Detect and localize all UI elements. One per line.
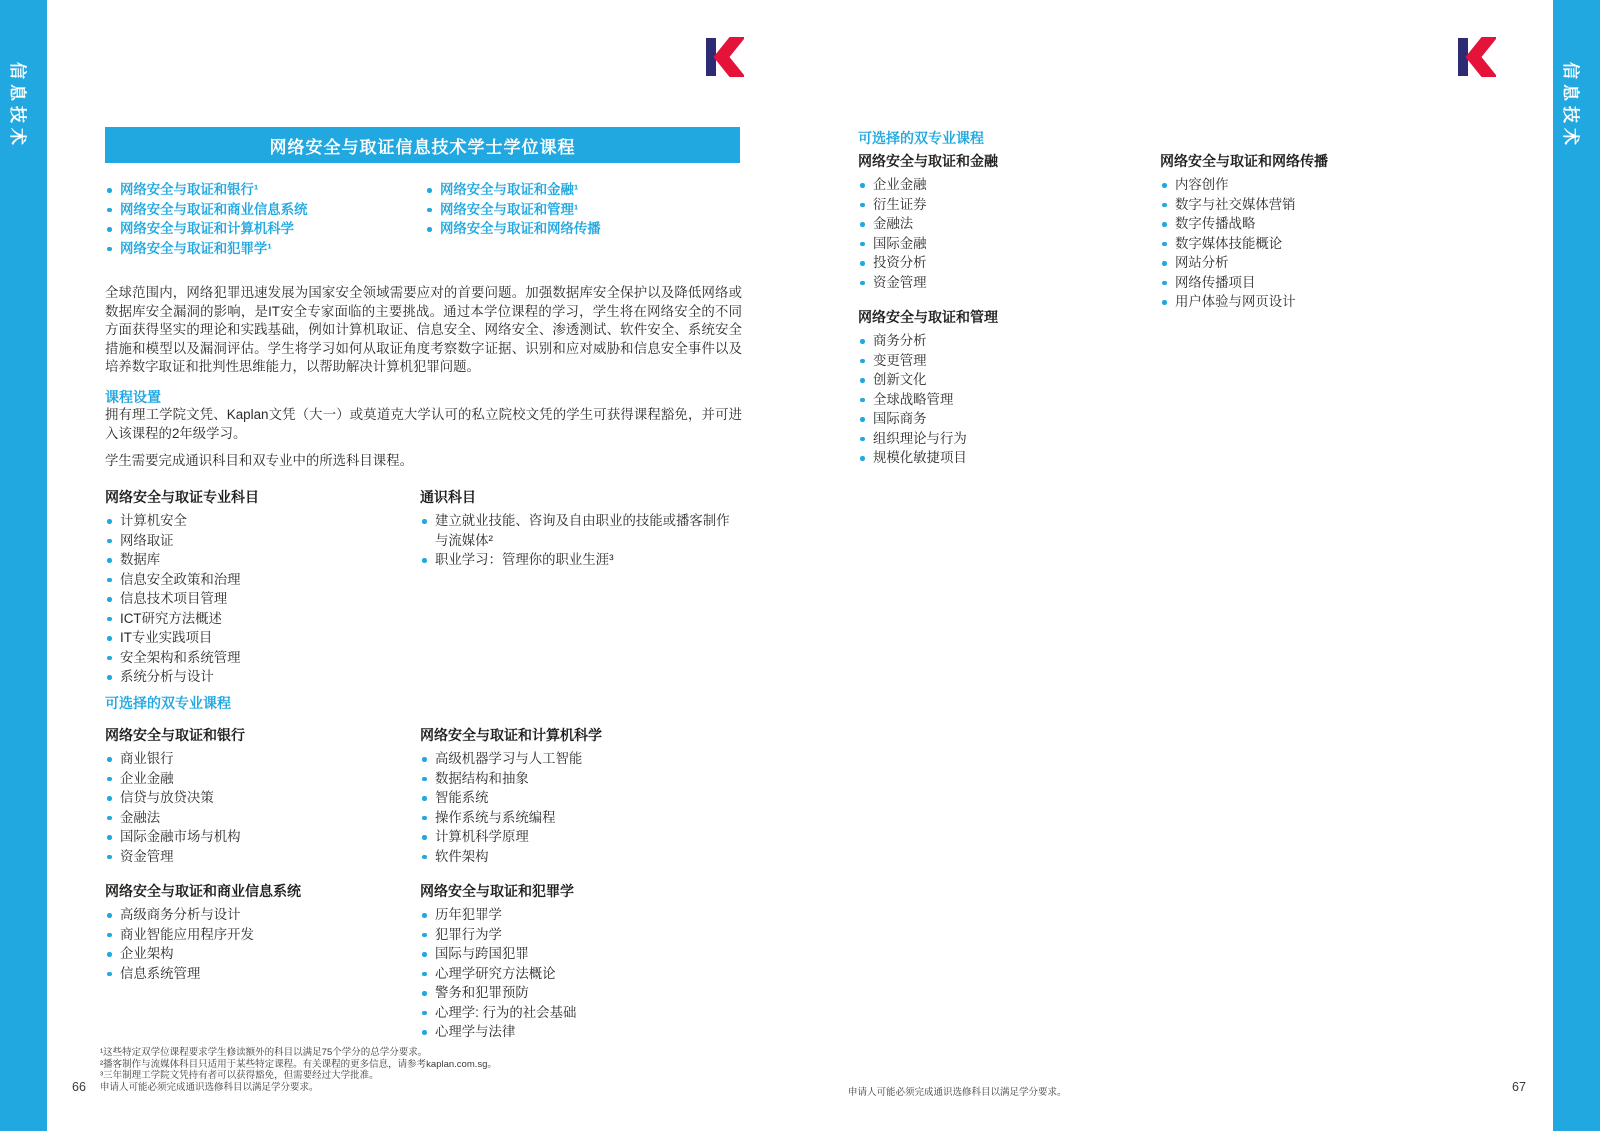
course-item: 国际商务 — [858, 409, 1148, 429]
course-item: 数据库 — [105, 550, 405, 570]
group-general-subjects — [420, 488, 742, 570]
course-item: 全球战略管理 — [858, 390, 1148, 410]
course-item: 企业金融 — [105, 769, 405, 789]
page-title-banner — [105, 127, 740, 163]
degree-option-link[interactable]: 网络安全与取证和网络传播 — [425, 219, 740, 239]
course-item: 历年犯罪学 — [420, 905, 742, 925]
course-item: 信息安全政策和治理 — [105, 570, 405, 590]
requirement-note: 学生需要完成通识科目和双专业中的所选科目课程。 — [105, 453, 413, 468]
course-item: 计算机安全 — [105, 511, 405, 531]
electives-label-left: 可选择的双专业课程 — [105, 695, 231, 711]
course-list — [858, 331, 1148, 468]
course-item: 衍生证券 — [858, 195, 1148, 215]
group-criminology — [420, 882, 742, 1042]
footnotes — [100, 1047, 497, 1093]
intro-paragraph: 全球范围内，网络犯罪迅速发展为国家安全领域需要应对的首要问题。加强数据库安全保护以及降低网络或数据库安全漏洞的影响，是IT安全专家面临的主要挑战。通过本学位课程的学习，学生将在网络安全的不同方面获得坚实的理论和实践基础，例如计算机取证、信息安全、网络安全、渗透测试、软件安全、系统安全措施和模型以及漏洞评估。学生将学习如何从取证角度考察数字证据、识别和应对威胁和信息安全事件以及培养数字取证和批判性思维能力，以帮助解决计算机犯罪问题。 — [105, 285, 742, 374]
course-group-heading: 网络安全与取证和管理 — [858, 309, 998, 325]
course-item: 规模化敏捷项目 — [858, 448, 1148, 468]
course-item: 网络取证 — [105, 531, 405, 551]
course-item: 信息系统管理 — [105, 964, 405, 984]
course-item: 心理学研究方法概论 — [420, 964, 742, 984]
course-item: 商务分析 — [858, 331, 1148, 351]
course-item: 信息技术项目管理 — [105, 589, 405, 609]
course-item: 计算机科学原理 — [420, 827, 742, 847]
course-item: 数据结构和抽象 — [420, 769, 742, 789]
footnote-line: ²播客制作与流媒体科目只适用于某些特定课程。有关课程的更多信息，请参考kaplan.com.sg。 — [100, 1058, 497, 1070]
footnote-line: 申请人可能必须完成通识选修科目以满足学分要求。 — [100, 1081, 319, 1093]
course-item: 心理学与法律 — [420, 1022, 742, 1042]
course-item: 网络传播项目 — [1160, 273, 1450, 293]
course-group-heading: 网络安全与取证和犯罪学 — [420, 883, 574, 899]
course-group-heading: 网络安全与取证和网络传播 — [1160, 153, 1328, 169]
course-item: 资金管理 — [858, 273, 1148, 293]
course-item: 高级商务分析与设计 — [105, 905, 405, 925]
course-item: 犯罪行为学 — [420, 925, 742, 945]
right-sidebar-section-label: 信息技术 — [1561, 62, 1580, 150]
degree-option-link[interactable]: 网络安全与取证和银行¹ — [105, 180, 420, 200]
course-item: 建立就业技能、咨询及自由职业的技能或播客制作与流媒体² — [420, 511, 742, 550]
kaplan-logo-icon — [704, 37, 744, 77]
course-list — [858, 175, 1148, 292]
course-item: 变更管理 — [858, 351, 1148, 371]
course-item: 金融法 — [858, 214, 1148, 234]
footnote-line: ³三年制理工学院文凭持有者可以获得豁免，但需要经过大学批准。 — [100, 1070, 379, 1082]
course-item: 创新文化 — [858, 370, 1148, 390]
course-group-heading: 网络安全与取证和金融 — [858, 153, 998, 169]
course-item: 商业银行 — [105, 749, 405, 769]
course-list — [105, 749, 405, 866]
course-item: 投资分析 — [858, 253, 1148, 273]
course-item: ICT研究方法概述 — [105, 609, 405, 629]
course-item: 数字传播战略 — [1160, 214, 1450, 234]
course-item: 警务和犯罪预防 — [420, 983, 742, 1003]
course-list — [420, 749, 742, 866]
footnote-line: ¹这些特定双学位课程要求学生修读额外的科目以满足75个学分的总学分要求。 — [100, 1047, 428, 1058]
group-banking — [105, 726, 405, 866]
course-item: 组织理论与行为 — [858, 429, 1148, 449]
course-item: 网站分析 — [1160, 253, 1450, 273]
course-group-heading: 通识科目 — [420, 489, 476, 505]
degree-options-column-2[interactable] — [425, 180, 740, 239]
course-list — [420, 511, 742, 570]
page-title: 网络安全与取证信息技术学士学位课程 — [269, 137, 576, 157]
course-item: 国际金融 — [858, 234, 1148, 254]
page-number-right: 67 — [1512, 1080, 1526, 1094]
course-item: 金融法 — [105, 808, 405, 828]
program-exemption-paragraph: 拥有理工学院文凭、Kaplan文凭（大一）或莫道克大学认可的私立院校文凭的学生可获得课程豁免，并可进入该课程的2年级学习。 — [105, 407, 742, 441]
course-group-heading: 网络安全与取证和计算机科学 — [420, 727, 602, 743]
course-item: 高级机器学习与人工智能 — [420, 749, 742, 769]
course-item: 国际金融市场与机构 — [105, 827, 405, 847]
group-finance — [858, 152, 1148, 292]
kaplan-logo-icon — [1456, 37, 1496, 77]
degree-options-column-1[interactable] — [105, 180, 420, 258]
course-item: 国际与跨国犯罪 — [420, 944, 742, 964]
degree-option-link[interactable]: 网络安全与取证和管理¹ — [425, 200, 740, 220]
course-item: 数字媒体技能概论 — [1160, 234, 1450, 254]
course-item: 职业学习：管理你的职业生涯³ — [420, 550, 742, 570]
left-sidebar-section-label: 信息技术 — [8, 62, 27, 150]
course-group-heading: 网络安全与取证和银行 — [105, 727, 245, 743]
program-structure-heading: 课程设置 — [105, 389, 161, 405]
course-item: IT专业实践项目 — [105, 628, 405, 648]
course-group-heading: 网络安全与取证专业科目 — [105, 489, 259, 505]
course-list — [1160, 175, 1450, 312]
course-list — [420, 905, 742, 1042]
course-item: 信贷与放贷决策 — [105, 788, 405, 808]
group-management — [858, 308, 1148, 468]
group-core-subjects — [105, 488, 405, 687]
page-number-left: 66 — [72, 1080, 86, 1094]
course-item: 用户体验与网页设计 — [1160, 292, 1450, 312]
degree-option-link[interactable]: 网络安全与取证和计算机科学 — [105, 219, 420, 239]
course-item: 资金管理 — [105, 847, 405, 867]
course-item: 操作系统与系统编程 — [420, 808, 742, 828]
electives-label-right: 可选择的双专业课程 — [858, 130, 984, 146]
course-item: 安全架构和系统管理 — [105, 648, 405, 668]
course-item: 智能系统 — [420, 788, 742, 808]
course-item: 系统分析与设计 — [105, 667, 405, 687]
course-item: 内容创作 — [1160, 175, 1450, 195]
course-list — [105, 905, 405, 983]
left-sidebar-strip — [0, 0, 47, 1131]
degree-option-link[interactable]: 网络安全与取证和金融¹ — [425, 180, 740, 200]
course-item: 软件架构 — [420, 847, 742, 867]
course-item: 数字与社交媒体营销 — [1160, 195, 1450, 215]
group-computer-science — [420, 726, 742, 866]
course-item: 企业金融 — [858, 175, 1148, 195]
course-item: 商业智能应用程序开发 — [105, 925, 405, 945]
course-item: 企业架构 — [105, 944, 405, 964]
course-list — [105, 511, 405, 687]
right-sidebar-strip — [1553, 0, 1600, 1131]
footer-note-right: 申请人可能必须完成通识选修科目以满足学分要求。 — [848, 1087, 1067, 1098]
course-group-heading: 网络安全与取证和商业信息系统 — [105, 883, 301, 899]
degree-option-link[interactable]: 网络安全与取证和犯罪学¹ — [105, 239, 420, 259]
degree-option-link[interactable]: 网络安全与取证和商业信息系统 — [105, 200, 420, 220]
group-business-info-systems — [105, 882, 405, 983]
group-web-communication — [1160, 152, 1450, 312]
course-item: 心理学: 行为的社会基础 — [420, 1003, 742, 1023]
